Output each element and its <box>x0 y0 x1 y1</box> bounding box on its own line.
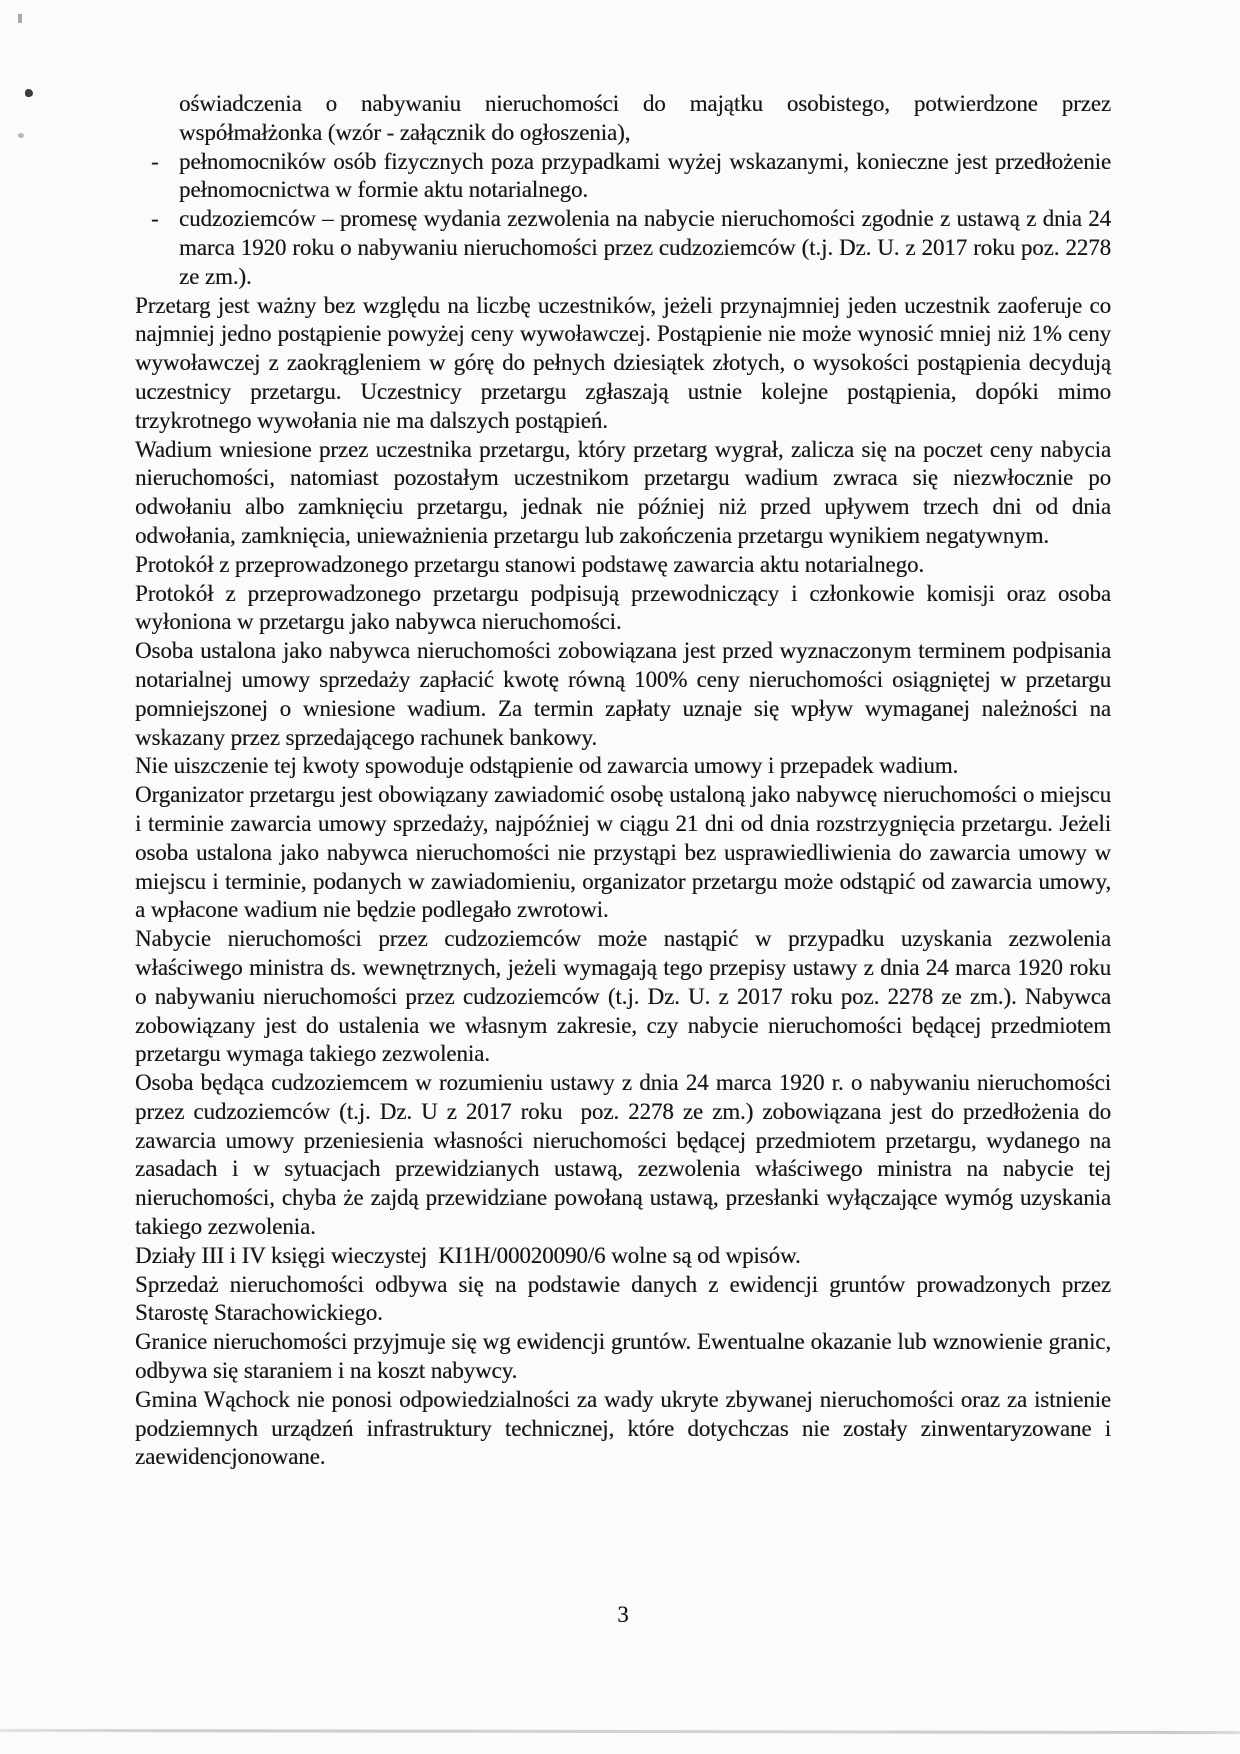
list-item-marker: - <box>151 148 159 174</box>
paragraph-liability-disclaimer: Gmina Wąchock nie ponosi odpowiedzialności za wady ukryte zbywanej nieruchomości oraz za istnienie podziemnych urządzeń infrastruktury technicznej, które dotychczas nie zostały zinwentaryzowane i zaewidencjonowane. <box>135 1386 1117 1470</box>
paragraph-foreigner-acquisition: Nabycie nieruchomości przez cudzoziemców może nastąpić w przypadku uzyskania zezwolenia właściwego ministra ds. wewnętrznych, jeżeli wymagają tego przepisy ustawy z dnia 24 marca 1920 roku o nabywaniu nieruchomości przez cudzoziemców (t.j. Dz. U. z 2017 roku poz. 2278 ze zm.). Nabywca zobowiązany jest do ustalenia we własnym zakresie, czy nabycie nieruchomości będącej przedmiotem przetargu wymaga takiego zezwolenia. <box>135 926 1117 1067</box>
paragraph-protocol-basis: Protokół z przeprowadzonego przetargu stanowi podstawę zawarcia aktu notarialnego. <box>135 551 925 577</box>
list-item-text: cudzoziemców – promesę wydania zezwolenia na nabycie nieruchomości zgodnie z ustawą z dnia 24 marca 1920 roku o nabywaniu nieruchomości przez cudzoziemców (t.j. Dz. U. z 2017 roku poz. 2278 ze zm.). <box>179 206 1117 289</box>
scan-speck <box>25 89 33 97</box>
paragraph-payment-obligation: Osoba ustalona jako nabywca nieruchomości zobowiązana jest przed wyznaczonym terminem podpisania notarialnej umowy sprzedaży zapłacić kwotę równą 100% ceny nieruchomości osiągniętej w przetargu pomniejszonej o wniesione wadium. Za termin zapłaty uznaje się wpływ wymaganej należności na wskazany przez sprzedającego rachunek bankowy. <box>135 638 1117 750</box>
scan-speck <box>18 14 22 23</box>
paragraph-protocol-signatures: Protokół z przeprowadzonego przetargu podpisują przewodniczący i członkowie komisji oraz osoba wyłoniona w przetargu jako nabywca nieruchomości. <box>135 580 1117 635</box>
list-item <box>135 148 1117 206</box>
text-block <box>135 90 1117 1472</box>
list-item-marker <box>135 90 179 148</box>
list-item-text: oświadczenia o nabywaniu nieruchomości do majątku osobistego, potwierdzone przez współmałżonka (wzór - załącznik do ogłoszenia), <box>179 91 1117 145</box>
list-item-text: pełnomocników osób fizycznych poza przypadkami wyżej wskazanymi, konieczne jest przedłożenie pełnomocnictwa w formie aktu notarialnego. <box>179 148 1117 203</box>
paragraph-sale-records: Sprzedaż nieruchomości odbywa się na podstawie danych z ewidencji gruntów prowadzonych przez Starostę Starachowickiego. <box>135 1271 1117 1326</box>
list-item-marker: - <box>151 206 159 232</box>
scan-edge-line <box>0 1729 1240 1734</box>
paragraph-auction-validity: Przetarg jest ważny bez względu na liczbę uczestników, jeżeli przynajmniej jeden uczestnik zaoferuje co najmniej jedno postąpienie powyżej ceny wywoławczej. Postąpienie nie może wynosić mniej niż 1% ceny wywoławczej z zaokrągleniem w górę do pełnych dziesiątek złotych, o wysokości postąpienia decydują uczestnicy przetargu. Uczestnicy przetargu zgłaszają ustnie kolejne postąpienia, dopóki mimo trzykrotnego wywołania nie ma dalszych postąpień. <box>135 292 1117 433</box>
paragraph-payment-failure: Nie uiszczenie tej kwoty spowoduje odstąpienie od zawarcia umowy i przepadek wadium. <box>135 753 959 779</box>
page-number: 3 <box>617 1602 629 1627</box>
requirements-list <box>135 90 1117 292</box>
paragraph-boundaries: Granice nieruchomości przyjmuje się wg ewidencji gruntów. Ewentualne okazanie lub wznowienie granic, odbywa się staraniem i na koszt nabywcy. <box>135 1329 1117 1384</box>
list-item <box>135 205 1117 291</box>
list-item <box>135 90 1117 148</box>
scan-speck <box>18 133 24 138</box>
paragraph-organizer-notification: Organizator przetargu jest obowiązany zawiadomić osobę ustaloną jako nabywcę nieruchomości o miejscu i terminie zawarcia umowy sprzedaży, najpóźniej w ciągu 21 dni od dnia rozstrzygnięcia przetargu. Jeżeli osoba ustalona jako nabywca nieruchomości nie przystąpi bez usprawiedliwienia do zawarcia umowy w miejscu i terminie, podanych w zawiadomieniu, organizator przetargu może odstąpić od zawarcia umowy, a wpłacone wadium nie będzie podlegało zwrotowi. <box>135 782 1117 923</box>
paragraph-land-register: Działy III i IV księgi wieczystej KI1H/00020090/6 wolne są od wpisów. <box>135 1242 801 1268</box>
paragraph-deposit-rules: Wadium wniesione przez uczestnika przetargu, który przetarg wygrał, zalicza się na poczet ceny nabycia nieruchomości, natomiast pozostałym uczestnikom przetargu wadium zwraca się niezwłocznie po odwołaniu albo zamknięciu przetargu, jednak nie później niż przed upływem trzech dni od dnia odwołania, zamknięcia, unieważnienia przetargu lub zakończenia przetargu wynikiem negatywnym. <box>135 436 1117 548</box>
paragraph-foreigner-obligations: Osoba będąca cudzoziemcem w rozumieniu ustawy z dnia 24 marca 1920 r. o nabywaniu nieruchomości przez cudzoziemców (t.j. Dz. U z 2017 roku poz. 2278 ze zm.) zobowiązana jest do przedłożenia do zawarcia umowy przeniesienia własności nieruchomości będącej przedmiotem przetargu, wydanego na zasadach i w sytuacjach przewidzianych ustawą, zezwolenia właściwego ministra na nabycie tej nieruchomości, chyba że zajdą przewidziane powołaną ustawą, przesłanki wyłączające wymóg uzyskania takiego zezwolenia. <box>135 1070 1117 1240</box>
